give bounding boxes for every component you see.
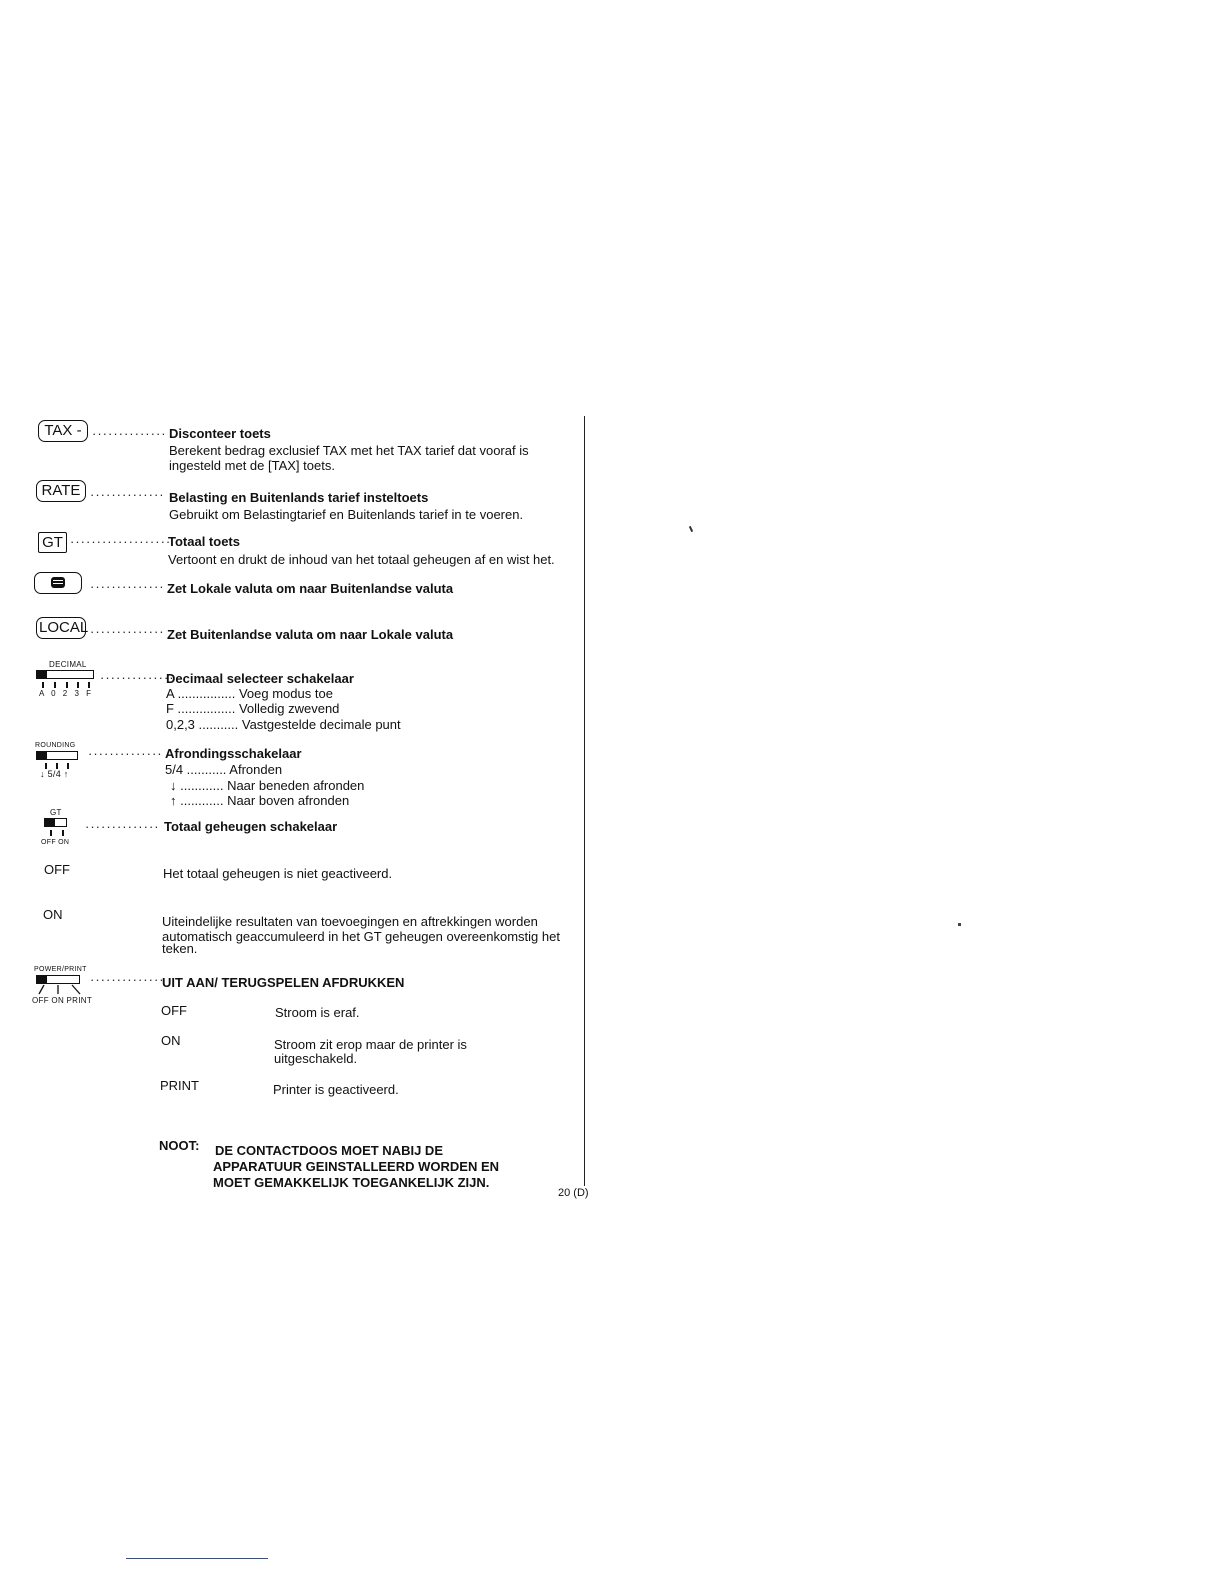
gt-key-icon: GT [38,532,67,553]
scan-speck [689,526,693,532]
gt-title: Totaal toets [168,534,240,549]
rounding-line-3: ↑ ............ Naar boven afronden [170,793,350,808]
leader-dots: ·············· [90,624,165,639]
power-switch-label: POWER/PRINT [34,966,87,973]
rate-title: Belasting en Buitenlands tarief insteltoets [169,490,429,505]
tax-minus-desc-2: ingesteld met de [TAX] toets. [169,458,335,473]
rounding-line-2: ↓ ............ Naar beneden afronden [170,778,365,793]
rounding-switch-icon [36,751,78,760]
decimal-line-3: 0,2,3 ........... Vastgestelde decimale punt [166,717,401,732]
foreign-title: Zet Lokale valuta om naar Buitenlandse valuta [167,581,454,596]
tax-minus-desc-1: Berekent bedrag exclusief TAX met het TAX tarief dat vooraf is [169,443,529,458]
scan-speck [958,923,961,926]
power-switch-legs-icon [34,984,86,996]
power-switch-icon [36,975,80,984]
column-divider [584,416,585,1186]
rounding-title: Afrondingsschakelaar [165,746,302,761]
decimal-line-1: A ................ Voeg modus toe [166,686,333,701]
tick [42,682,44,688]
power-on-desc-1: Stroom zit erop maar de printer is [274,1037,467,1052]
leader-dots: ·············· [88,746,163,761]
local-title: Zet Buitenlandse valuta om naar Lokale valuta [167,627,454,642]
power-print-label: PRINT [160,1078,199,1093]
gt-switch-title: Totaal geheugen schakelaar [164,819,338,834]
tick [50,830,52,836]
leader-dots: ·············· [90,487,165,502]
tick [54,682,56,688]
power-switch-positions: OFF ON PRINT [32,996,93,1005]
gt-on-desc-1: Uiteindelijke resultaten van toevoegingen en aftrekkingen worden [162,914,538,929]
tax-minus-title: Disconteer toets [169,426,271,441]
tick [62,830,64,836]
power-on-label: ON [161,1033,181,1048]
rounding-positions: ↓ 5/4 ↑ [40,769,69,779]
power-off-label: OFF [161,1003,187,1018]
decimal-switch-label: DECIMAL [49,660,87,669]
decimal-line-2: F ................ Volledig zwevend [166,701,340,716]
power-print-desc: Printer is geactiveerd. [273,1082,399,1097]
rounding-line-1: 5/4 ........... Afronden [165,762,283,777]
rate-key-icon: RATE [36,480,86,502]
leader-dots: ·············· [100,670,175,685]
power-title: UIT AAN/ TERUGSPELEN AFDRUKKEN [162,975,405,990]
gt-off-desc: Het totaal geheugen is niet geactiveerd. [163,866,393,881]
local-key-icon: LOCAL [36,617,86,639]
gt-switch-icon [44,818,67,827]
decimal-title: Decimaal selecteer schakelaar [166,671,354,686]
decimal-switch-icon [36,670,94,679]
note-line-2: APPARATUUR GEINSTALLEERD WORDEN EN [213,1159,499,1174]
leader-dots: ··················· [70,534,172,549]
tick [77,682,79,688]
tick [88,682,90,688]
note-line-3: MOET GEMAKKELIJK TOEGANKELIJK ZIJN. [213,1175,490,1190]
rate-desc: Gebruikt om Belastingtarief en Buitenlands tarief in te voeren. [169,507,524,522]
decimal-positions: A 0 2 3 F [39,689,94,698]
leader-dots: ·············· [90,972,165,987]
gt-on-label: ON [43,907,63,922]
note-line-1: DE CONTACTDOOS MOET NABIJ DE [215,1143,443,1158]
gt-desc: Vertoont en drukt de inhoud van het totaal geheugen af en wist het. [168,552,555,567]
power-on-desc-2: uitgeschakeld. [274,1051,358,1066]
gt-off-label: OFF [44,862,70,877]
page-number: 20 (D) [558,1187,589,1199]
power-off-desc: Stroom is eraf. [275,1005,360,1020]
gt-switch-positions: OFF ON [41,839,70,846]
currency-symbol-icon [51,577,65,588]
leader-dots: ·············· [85,819,160,834]
note-label: NOOT: [159,1138,200,1153]
rounding-switch-label: ROUNDING [35,742,76,749]
leader-dots: ·············· [92,426,167,441]
tick [66,682,68,688]
gt-switch-label: GT [50,808,62,817]
gt-on-desc-2: automatisch geaccumuleerd in het GT geheugen overeenkomstig het [162,929,560,944]
gt-on-desc-3: teken. [162,941,198,956]
leader-dots: ·············· [90,579,165,594]
footer-rule [126,1558,268,1559]
tax-minus-key-icon: TAX - [38,420,88,442]
currency-convert-key-icon [34,572,82,594]
